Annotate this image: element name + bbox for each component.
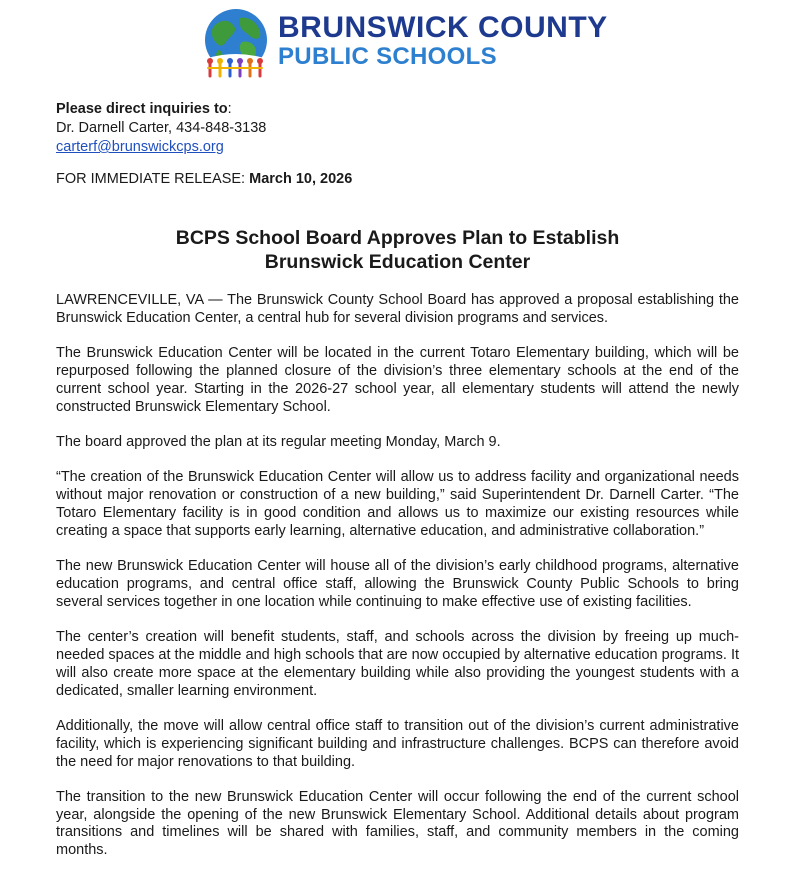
contact-label: Please direct inquiries to [56,101,228,117]
logo-title: BRUNSWICK COUNTY [278,11,608,44]
contact-email-link[interactable]: carterf@brunswickcps.org [56,139,224,155]
contact-person: Dr. Darnell Carter, 434-848-3138 [56,120,267,136]
body-paragraph: The Brunswick Education Center will be located in the current Totaro Elementary building, which will be repurposed following the planned closure of the division’s three elementary schools at the end of the current school year. Starting in the 2026-27 school year, all elementary students will attend the newly constructed Brunswick Elementary School. [56,345,739,415]
logo-subtitle: PUBLIC SCHOOLS [278,43,497,70]
press-release-headline [56,226,739,274]
release-prefix: FOR IMMEDIATE RELEASE: [56,171,250,187]
body-paragraph: The new Brunswick Education Center will house all of the division’s early childhood programs, alternative education programs, and central office staff, allowing the Brunswick County Public Schools to bring several services together in one location while continuing to make effective use of existing facilities. [56,558,739,610]
headline-line-2: Brunswick Education Center [264,251,531,273]
body-paragraph: The center’s creation will benefit students, staff, and schools across the division by freeing up much-needed spaces at the middle and high schools that are now occupied by alternative education programs. It will also create more space at the elementary building while also providing the youngest students with a dedicated, smaller learning environment. [56,629,739,699]
globe-with-children-icon [200,6,272,78]
letterhead [200,0,608,82]
body-paragraph: The board approved the plan at its regular meeting Monday, March 9. [56,433,501,450]
contact-label-line [56,100,266,119]
release-line [56,170,352,189]
press-release-body [56,292,739,878]
body-paragraph: Additionally, the move will allow central office staff to transition out of the division’s current administrative facility, which is experiencing significant building and infrastructure challenges. BCPS can therefore avoid the need for major renovations to that building. [56,717,739,770]
contact-block [56,100,266,157]
release-date: March 10, 2026 [249,171,353,187]
body-paragraph: LAWRENCEVILLE, VA — The Brunswick County School Board has approved a proposal establishing the Brunswick Education Center, a central hub for several division programs and services. [56,292,739,326]
body-paragraph: The transition to the new Brunswick Education Center will occur following the end of the current school year, alongside the opening of the new Brunswick Elementary School. Additional details about program transitions and timelines will be shared with families, staff, and community members in the coming months. [56,788,739,859]
headline-line-1: BCPS School Board Approves Plan to Establish [175,227,620,249]
body-paragraph: “The creation of the Brunswick Education Center will allow us to address facility and organizational needs without major renovation or construction of a new building,” said Superintendent Dr. Darnell Carter. “The Totaro Elementary facility is in good condition and allows us to maximize our existing resources while creating a space that supports early learning, alternative education, and administrative collaboration.” [56,469,739,539]
contact-label-colon: : [227,101,232,117]
